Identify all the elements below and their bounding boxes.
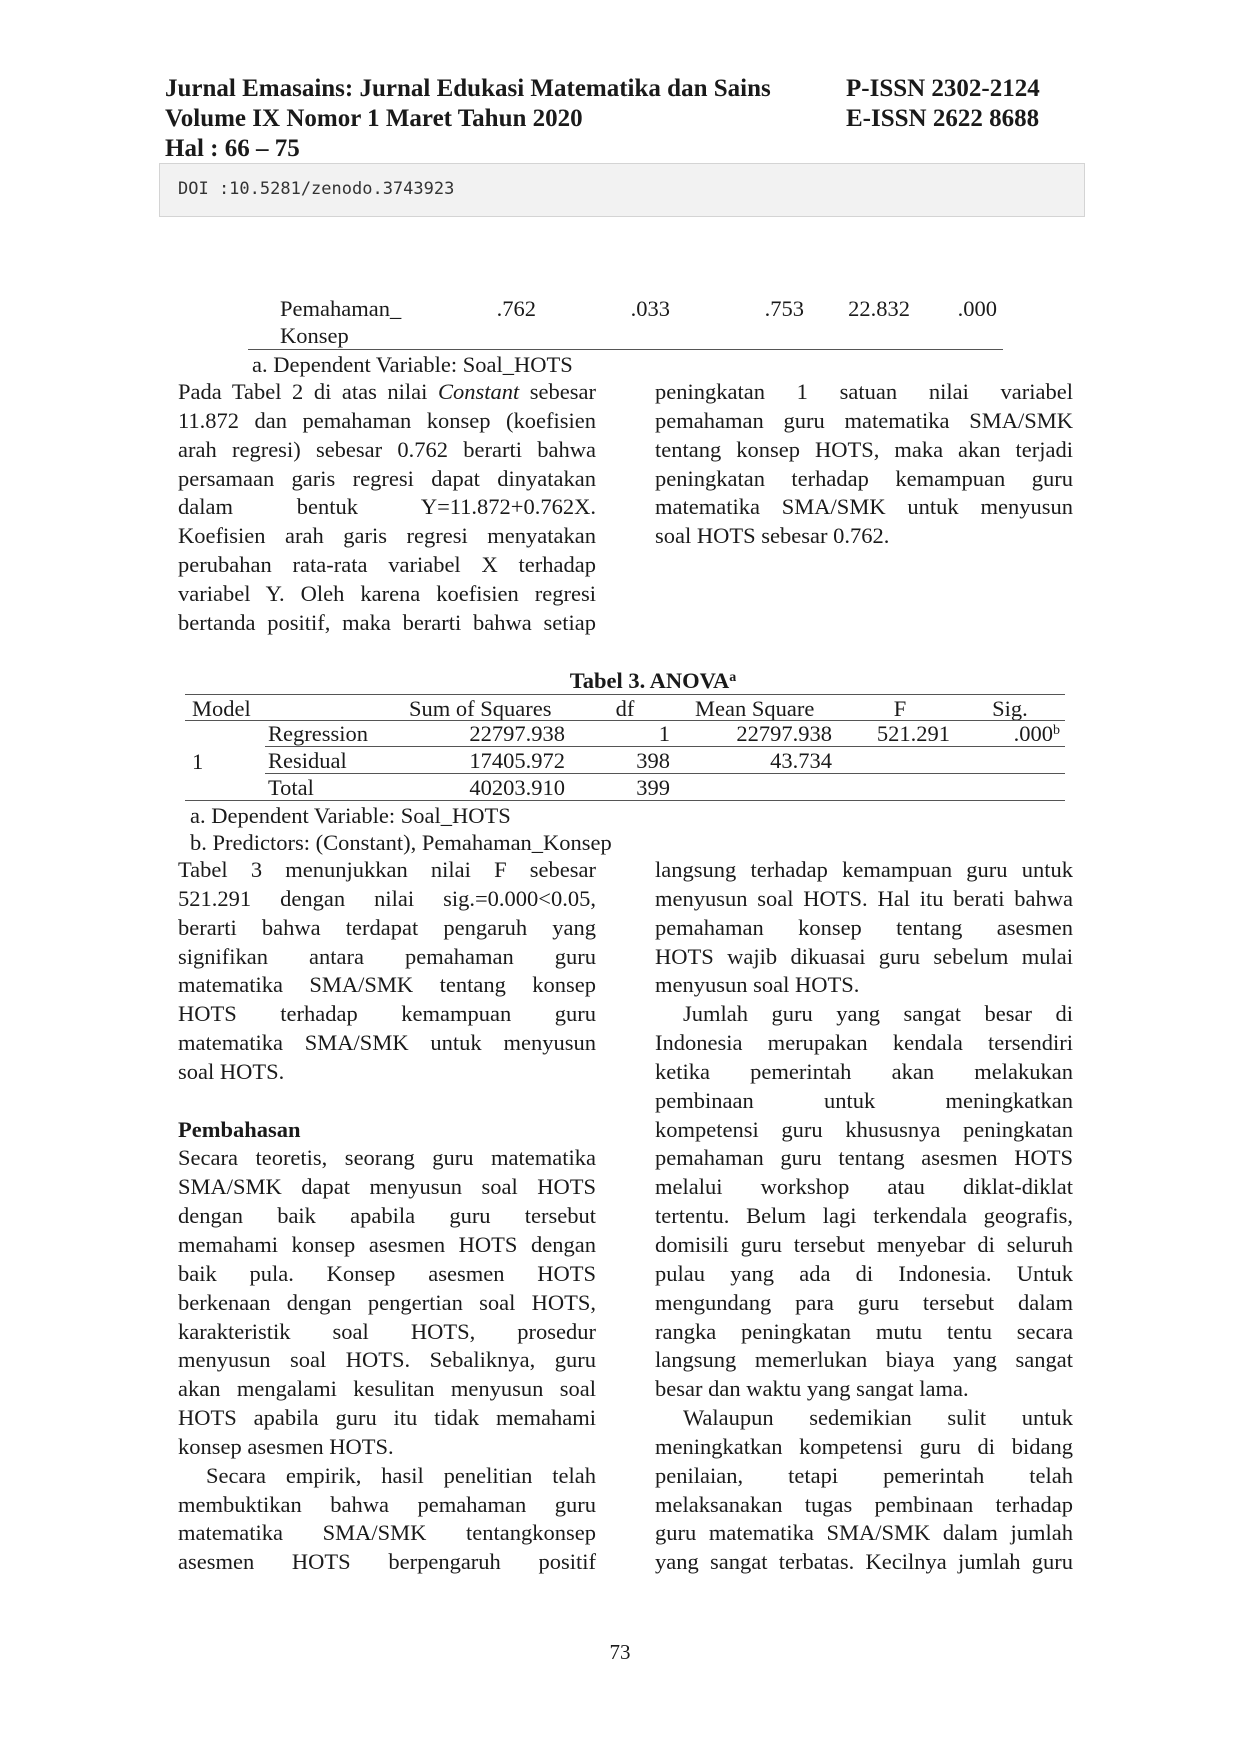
text-line: yang sangat terbatas. Kecilnya jumlah guru [655, 1549, 1073, 1575]
text-line: berarti bahwa terdapat pengaruh yang [178, 914, 596, 940]
text-line: Secara empirik, hasil penelitian telah [206, 1462, 596, 1488]
text-line: kompetensi guru khususnya peningkatan [655, 1116, 1073, 1142]
table2-note: a. Dependent Variable: Soal_HOTS [252, 352, 573, 377]
text-line: perubahan rata-rata variabel X terhadap [178, 552, 596, 578]
p-issn: P-ISSN 2302-2124 [846, 75, 1040, 102]
text-line: melaksanakan tugas pembinaan terhadap [655, 1491, 1073, 1517]
section1-left-column [178, 378, 596, 638]
text-line: baik pula. Konsep asesmen HOTS [178, 1260, 596, 1286]
doi-text: DOI :10.5281/zenodo.3743923 [178, 179, 455, 199]
table3-note-b: b. Predictors: (Constant), Pemahaman_Konsep [190, 830, 612, 855]
text-line: Tabel 3 menunjukkan nilai F sebesar [178, 857, 596, 882]
text-line: HOTS terhadap kemampuan guru [178, 1001, 596, 1027]
text-line: menyusun soal HOTS. Hal itu berati bahwa [655, 885, 1073, 911]
left-column [178, 856, 596, 1577]
section1-right-column [655, 378, 1073, 551]
table3-header-f: F [893, 696, 907, 721]
text-line: tentang konsep HOTS, maka akan terjadi [655, 436, 1073, 462]
text-line: tertentu. Belum lagi terkendala geografis, [655, 1203, 1073, 1229]
text-line: pemahaman guru matematika SMA/SMK [655, 407, 1073, 433]
table3-sig: .000$^b$ [1013, 721, 1060, 746]
text-line: soal HOTS sebesar 0.762. [655, 523, 890, 549]
text-line: arah regresi) sebesar 0.762 berarti bahwa [178, 436, 596, 462]
table2-std-error: .033 [630, 296, 670, 321]
table3-header-model: Model [192, 696, 251, 721]
text-line: melalui workshop atau diklat-diklat [655, 1174, 1073, 1200]
text-line: ketika pemerintah akan melakukan [655, 1058, 1073, 1084]
journal-pages: Hal : 66 – 75 [165, 135, 300, 162]
text-line: Jumlah guru yang sangat besar di [683, 1001, 1073, 1027]
text-line: Koefisien arah garis regresi menyatakan [178, 523, 596, 549]
text-line: konsep asesmen HOTS. [178, 1433, 394, 1459]
table3-ms: 43.734 [770, 748, 832, 773]
table3-df: 1 [658, 721, 670, 746]
doi-box [159, 163, 1085, 217]
table3-row-label: Total [268, 775, 314, 800]
text-line: peningkatan 1 satuan nilai variabel [655, 379, 1073, 404]
page-number: 73 [609, 1640, 631, 1664]
journal-volume: Volume IX Nomor 1 Maret Tahun 2020 [165, 105, 583, 132]
table3-df: 398 [636, 748, 670, 773]
table3-row-label: Regression [268, 721, 368, 746]
text-line: Walaupun sedemikian sulit untuk [683, 1405, 1073, 1431]
text-line: persamaan garis regresi dapat dinyatakan [178, 465, 596, 491]
table3-ss: 17405.972 [469, 748, 565, 773]
table3-df: 399 [636, 775, 670, 800]
text-line: guru matematika SMA/SMK dalam jumlah [655, 1520, 1073, 1546]
journal-header [165, 74, 771, 164]
table3-header-df: df [615, 696, 635, 721]
text-line: besar dan waktu yang sangat lama. [655, 1376, 969, 1402]
text-line: akan mengalami kesulitan menyusun soal [178, 1376, 596, 1402]
text-line: rangka peningkatan mutu tentu secara [655, 1318, 1073, 1344]
text-line: HOTS apabila guru itu tidak memahami [178, 1405, 596, 1431]
text-line: Pada Tabel 2 di atas nilai Constant sebesar [178, 379, 597, 404]
text-line: meningkatkan kompetensi guru di bidang [655, 1433, 1073, 1459]
text-line: domisili guru tersebut menyebar di seluruh [655, 1231, 1073, 1257]
text-line: menyusun soal HOTS. [655, 972, 860, 998]
text-line: memahami konsep asesmen HOTS dengan [178, 1231, 596, 1257]
text-line: soal HOTS. [178, 1058, 285, 1084]
table2-beta: .753 [764, 296, 804, 321]
text-line: karakteristik soal HOTS, prosedur [178, 1318, 596, 1344]
table3-ss: 40203.910 [469, 775, 565, 800]
text-line: menyusun soal HOTS. Sebaliknya, guru [178, 1347, 596, 1373]
text-line: berkenaan dengan pengertian soal HOTS, [178, 1289, 596, 1315]
e-issn: E-ISSN 2622 8688 [846, 105, 1040, 132]
right-column [655, 856, 1073, 1577]
text-line: langsung memerlukan biaya yang sangat [655, 1347, 1073, 1373]
text-line: bertanda positif, maka berarti bahwa setiap [178, 609, 596, 635]
table3-header-ss: Sum of Squares [409, 696, 552, 721]
table3-f: 521.291 [876, 721, 950, 746]
table3-title: Tabel 3. ANOVA$^a$ [569, 668, 737, 693]
table2-sig: .000 [957, 296, 997, 321]
table2-row-label: Pemahaman_ [280, 296, 402, 321]
table3-ms: 22797.938 [736, 721, 832, 746]
section-heading: Pembahasan [178, 1116, 301, 1142]
text-line: penilaian, tetapi pemerintah telah [655, 1462, 1073, 1488]
text-line: mengundang para guru tersebut dalam [655, 1289, 1073, 1315]
table3-ss: 22797.938 [469, 721, 565, 746]
text-line: SMA/SMK dapat menyusun soal HOTS [178, 1174, 596, 1200]
table3-row-label: Residual [268, 748, 347, 773]
text-line: peningkatan terhadap kemampuan guru [655, 465, 1073, 491]
text-line: matematika SMA/SMK tentang konsep [178, 972, 596, 998]
journal-title: Jurnal Emasains: Jurnal Edukasi Matematika dan Sains [165, 75, 771, 102]
issn-block [846, 74, 1040, 134]
table2-row-label-cont: Konsep [280, 323, 349, 348]
table3-header-ms: Mean Square [695, 696, 815, 721]
text-line: Secara teoretis, seorang guru matematika [178, 1145, 596, 1171]
text-line: asesmen HOTS berpengaruh positif [178, 1549, 596, 1575]
text-line: signifikan antara pemahaman guru [178, 943, 596, 969]
text-line: HOTS wajib dikuasai guru sebelum mulai [655, 943, 1073, 969]
text-line: matematika SMA/SMK untuk menyusun [655, 494, 1073, 520]
text-line: pembinaan untuk meningkatkan [655, 1087, 1073, 1113]
text-line: matematika SMA/SMK tentangkonsep [178, 1520, 596, 1546]
text-line: pemahaman konsep tentang asesmen [655, 914, 1073, 940]
table2-t: 22.832 [848, 296, 910, 321]
text-line: 521.291 dengan nilai sig.=0.000<0.05, [178, 885, 596, 911]
table3-header-sig: Sig. [992, 696, 1028, 721]
text-line: membuktikan bahwa pemahaman guru [178, 1491, 596, 1517]
table3-model-number: 1 [192, 749, 204, 774]
text-line: variabel Y. Oleh karena koefisien regresi [178, 580, 596, 606]
text-line: dalam bentuk Y=11.872+0.762X. [178, 494, 596, 520]
text-line: langsung terhadap kemampuan guru untuk [655, 857, 1073, 882]
text-line: pemahaman guru tentang asesmen HOTS [655, 1145, 1073, 1171]
text-line: matematika SMA/SMK untuk menyusun [178, 1030, 596, 1056]
table2-b: .762 [496, 296, 536, 321]
text-line: dengan baik apabila guru tersebut [178, 1203, 596, 1229]
text-line: 11.872 dan pemahaman konsep (koefisien [178, 407, 596, 433]
text-line: Indonesia merupakan kendala tersendiri [655, 1030, 1073, 1056]
text-line: pulau yang ada di Indonesia. Untuk [655, 1260, 1073, 1286]
table3-note-a: a. Dependent Variable: Soal_HOTS [190, 803, 511, 828]
